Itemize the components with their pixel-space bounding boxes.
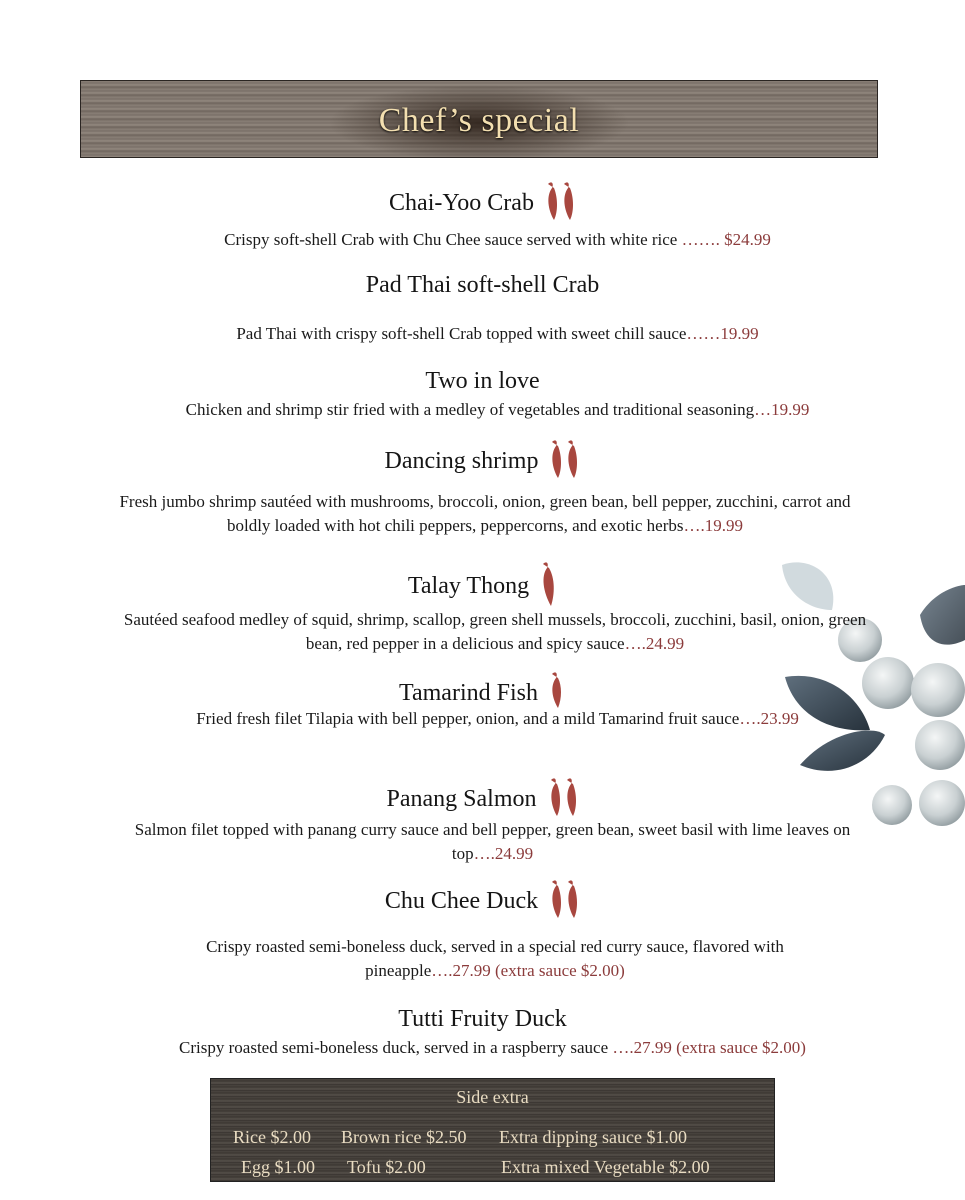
menu-item-description: Salmon filet topped with panang curry sauce and bell pepper, green bean, sweet basil with lime leaves on top….24.99 <box>134 820 851 863</box>
menu-item-name: Tamarind Fish <box>0 670 965 719</box>
banner-title: Chef’s special <box>378 102 580 139</box>
menu-item-description: Fried fresh filet Tilapia with bell pepper, onion, and a mild Tamarind fruit sauce….23.99 <box>196 709 799 728</box>
menu-item-description: Crispy roasted semi-boneless duck, served in a raspberry sauce ….27.99 (extra sauce $2.00) <box>179 1038 806 1057</box>
menu-item-description: Chicken and shrimp stir fried with a medley of vegetables and traditional seasoning…19.99 <box>185 400 810 419</box>
chili-pepper-icon <box>546 876 580 929</box>
side-extra-box <box>210 1078 775 1182</box>
menu-item-description: Fresh jumbo shrimp sautéed with mushrooms, broccoli, onion, green bean, bell pepper, zucchini, carrot and boldly loaded with hot chili peppers, peppercorns, and exotic herbs….19.99 <box>119 492 851 535</box>
chili-pepper-icon <box>546 436 580 489</box>
menu-item-description: Crispy soft-shell Crab with Chu Chee sauce served with white rice ……. $24.99 <box>224 230 771 249</box>
menu-item-name: Pad Thai soft-shell Crab <box>365 272 600 298</box>
side-extra-title: Side extra <box>456 1087 529 1107</box>
chefs-special-banner <box>80 80 878 158</box>
menu-item-description: Pad Thai with crispy soft-shell Crab topped with sweet chill sauce……19.99 <box>236 324 759 343</box>
menu-item-name: Chu Chee Duck <box>0 876 965 929</box>
menu-item-name: Tutti Fruity Duck <box>398 1006 567 1032</box>
side-extra-rice: Rice $2.00 <box>233 1127 311 1147</box>
menu-item-name: Chai-Yoo Crab <box>0 178 965 231</box>
menu-item-name: Dancing shrimp <box>0 436 965 489</box>
side-extra-egg: Egg $1.00 <box>241 1157 315 1177</box>
side-extra-mixed-vegetable: Extra mixed Vegetable $2.00 <box>501 1157 710 1177</box>
menu-item-name: Panang Salmon <box>0 774 965 827</box>
side-extra-brown-rice: Brown rice $2.50 <box>341 1127 467 1147</box>
side-extra-dipping-sauce: Extra dipping sauce $1.00 <box>499 1127 687 1147</box>
side-extra-tofu: Tofu $2.00 <box>347 1157 426 1177</box>
chili-pepper-icon <box>542 178 576 231</box>
menu-item-description: Crispy roasted semi-boneless duck, served in a special red curry sauce, flavored with pineapple….27.99 (extra sauce $2.00) <box>206 937 784 980</box>
menu-item-name: Talay Thong <box>0 558 965 617</box>
menu-item-description: Sautéed seafood medley of squid, shrimp, scallop, green shell mussels, broccoli, zucchini, basil, onion, green bean, red pepper in a delicious and spicy sauce….24.99 <box>123 610 867 653</box>
menu-item-name: Two in love <box>425 368 540 394</box>
